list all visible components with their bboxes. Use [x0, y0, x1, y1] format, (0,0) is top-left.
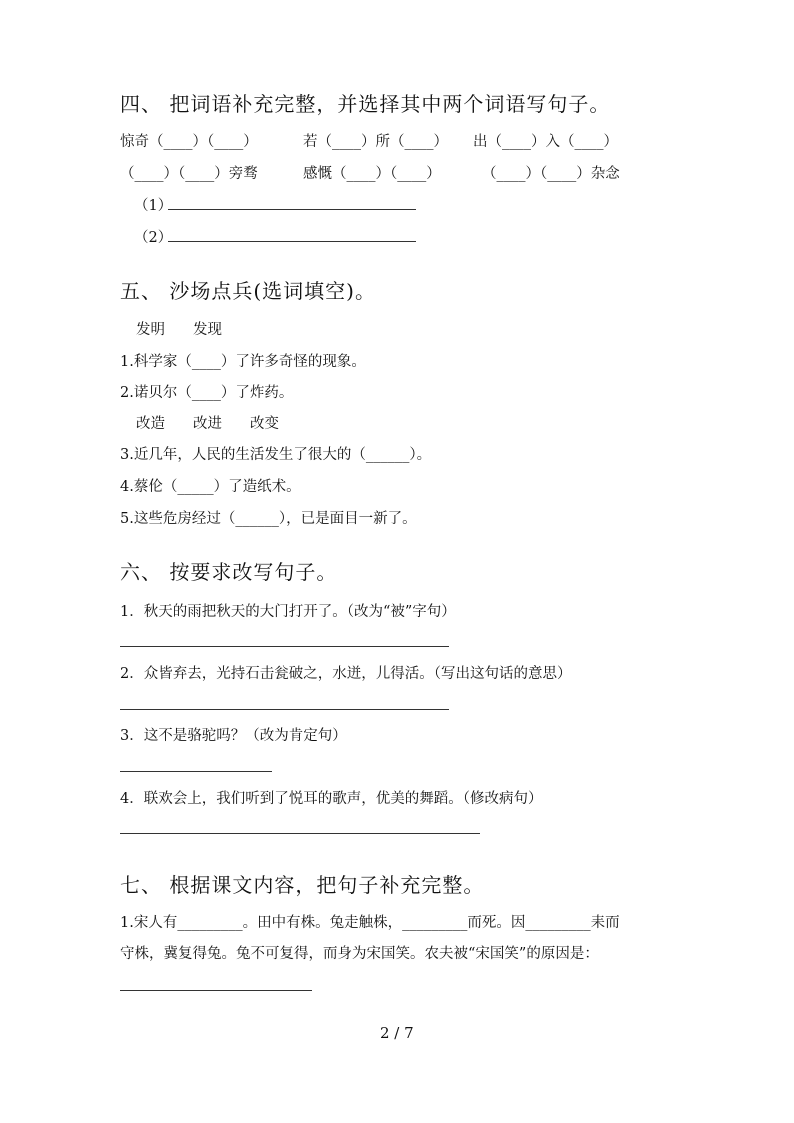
rewrite-item-2: 2．众皆弃去，光持石击瓮破之，水迸，儿得活。（写出这句话的意思） [120, 666, 572, 682]
answer-line-2[interactable] [168, 241, 416, 242]
rewrite-item-4: 4．联欢会上，我们听到了悦耳的歌声，优美的舞蹈。（修改病句） [120, 791, 543, 807]
section-5-title: 五、 沙场点兵(选词填空)。 [120, 279, 376, 303]
question-item: 3.近几年，人民的生活发生了很大的（______）。 [120, 447, 432, 463]
completion-line-2: 守株，冀复得兔。兔不可复得，而身为宋国笑。农夫被“宋国笑”的原因是： [120, 946, 599, 962]
word-option: 改造 [136, 416, 165, 432]
completion-line-1: 1.宋人有_________。田中有株。兔走触株，_________而死。因_________耒而 [120, 915, 620, 931]
rewrite-item-1: 1．秋天的雨把秋天的大门打开了。（改为“被”字句） [120, 604, 456, 620]
answer-line-completion[interactable] [120, 990, 312, 991]
word-option: 改变 [250, 416, 279, 432]
rewrite-item-3: 3．这不是骆驼吗？（改为肯定句） [120, 728, 347, 744]
answer-line-1[interactable] [168, 209, 416, 210]
fill-item: 惊奇（____）（____） [120, 134, 258, 150]
sentence-label-1: （1） [134, 198, 173, 214]
word-option: 发明 [136, 322, 165, 338]
word-option: 发现 [193, 322, 222, 338]
answer-line-rewrite-3[interactable] [120, 771, 272, 772]
sentence-label-2: （2） [134, 230, 173, 246]
fill-item: 若（____）所（____） [303, 134, 448, 150]
page-number: 2 / 7 [380, 1024, 414, 1042]
word-option: 改进 [193, 416, 222, 432]
answer-line-rewrite-2[interactable] [120, 709, 449, 710]
question-item: 5.这些危房经过（______），已是面目一新了。 [120, 511, 417, 527]
section-4-title: 四、 把词语补充完整，并选择其中两个词语写句子。 [120, 92, 611, 116]
section-6-title: 六、 按要求改写句子。 [120, 560, 338, 584]
fill-item: 出（____）入（____） [473, 134, 618, 150]
fill-item: （____）（____）旁骛 [120, 166, 258, 182]
fill-item: （____）（____）杂念 [482, 166, 620, 182]
question-item: 1.科学家（____）了许多奇怪的现象。 [120, 354, 366, 370]
question-item: 2.诺贝尔（____）了炸药。 [120, 385, 294, 401]
answer-line-rewrite-1[interactable] [120, 646, 449, 647]
section-7-title: 七、 根据课文内容，把句子补充完整。 [120, 873, 485, 897]
fill-item: 感慨（____）（____） [303, 166, 441, 182]
question-item: 4.蔡伦（_____）了造纸术。 [120, 479, 301, 495]
answer-line-rewrite-4[interactable] [120, 833, 480, 834]
